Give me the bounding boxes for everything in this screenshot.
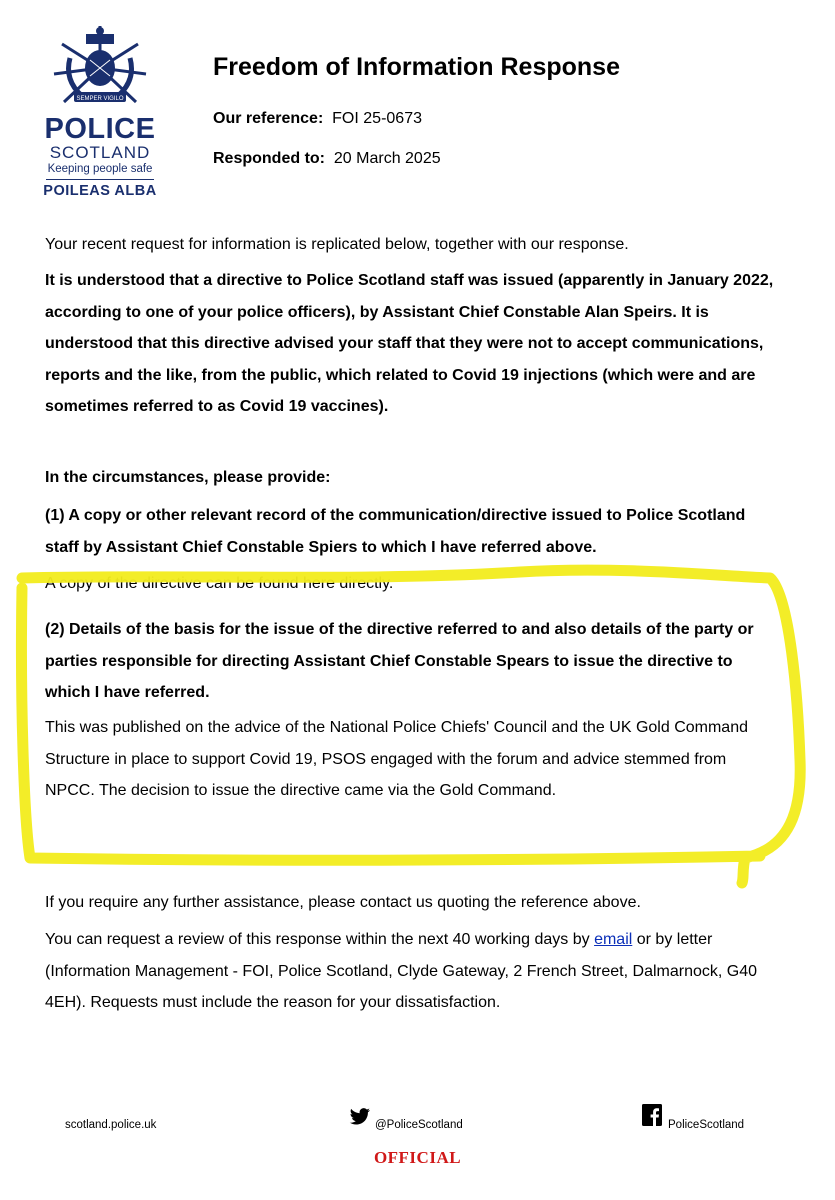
intro-paragraph: Your recent request for information is replicated below, together with our response. <box>45 236 629 253</box>
logo-tagline: Keeping people safe <box>47 163 153 175</box>
request-paragraph: It is understood that a directive to Police Scotland staff was issued (apparently in January 2022, according to one of your police officers), by Assistant Chief Constable Alan Speirs. It is understood that this directive advised your staff that they were not to accept communications, reports and the like, from the public, which related to Covid 19 injections (which were and are sometimes referred to as Covid 19 vaccines). <box>45 272 774 415</box>
reference-row <box>213 109 422 129</box>
logo-police-text: POLICE <box>44 113 156 145</box>
logo-divider <box>46 179 154 180</box>
email-link[interactable]: email <box>594 931 633 948</box>
footer-website: scotland.police.uk <box>65 1119 157 1131</box>
logo-scotland-text: SCOTLAND <box>49 143 151 162</box>
responded-value: 20 March 2025 <box>333 150 441 167</box>
reference-value: FOI 25-0673 <box>332 110 422 127</box>
question-1: (1) A copy or other relevant record of the communication/directive issued to Police Scotland staff by Assistant Chief Constable Spiers to which I have referred above. <box>45 507 746 556</box>
twitter-icon <box>349 1108 371 1126</box>
question-2: (2) Details of the basis for the issue of the directive referred to and also details of the party or parties responsible for directing Assistant Chief Constable Spears to issue the directive to which I have referred. <box>45 621 754 701</box>
circumstances-paragraph: In the circumstances, please provide: <box>45 469 331 486</box>
classification-marking: OFFICIAL <box>373 1148 462 1167</box>
answer-2: This was published on the advice of the National Police Chiefs' Council and the UK Gold Command Structure in place to support Covid 19, PSOS engaged with the forum and advice stemmed from NPCC. The decision to issue the directive came via the Gold Command. <box>45 719 748 799</box>
police-scotland-logo <box>40 22 160 197</box>
responded-row <box>213 149 441 169</box>
responded-label: Responded to: <box>213 150 325 167</box>
logo-gaelic-text: POILEAS ALBA <box>43 183 157 199</box>
document-title: Freedom of Information Response <box>213 53 620 81</box>
review-paragraph <box>45 924 780 1019</box>
police-crest-icon <box>48 22 152 114</box>
footer-twitter-handle: @PoliceScotland <box>375 1119 463 1131</box>
crest-motto: SEMPER VIGILO <box>76 96 124 102</box>
review-text-post: or by letter (Information Management - FOI, Police Scotland, Clyde Gateway, 2 French Street, Dalmarnock, G40 4EH). Requests must include the reason for your dissatisfaction. <box>45 931 758 1011</box>
obscured-answer-line: A copy of the directive can be found here directly. <box>45 575 394 592</box>
footer-facebook-handle: PoliceScotland <box>668 1119 745 1131</box>
further-assistance-paragraph: If you require any further assistance, please contact us quoting the reference above. <box>45 894 641 911</box>
reference-label: Our reference: <box>213 110 324 127</box>
facebook-icon <box>642 1104 662 1126</box>
review-text-pre: You can request a review of this response within the next 40 working days by <box>45 931 595 948</box>
